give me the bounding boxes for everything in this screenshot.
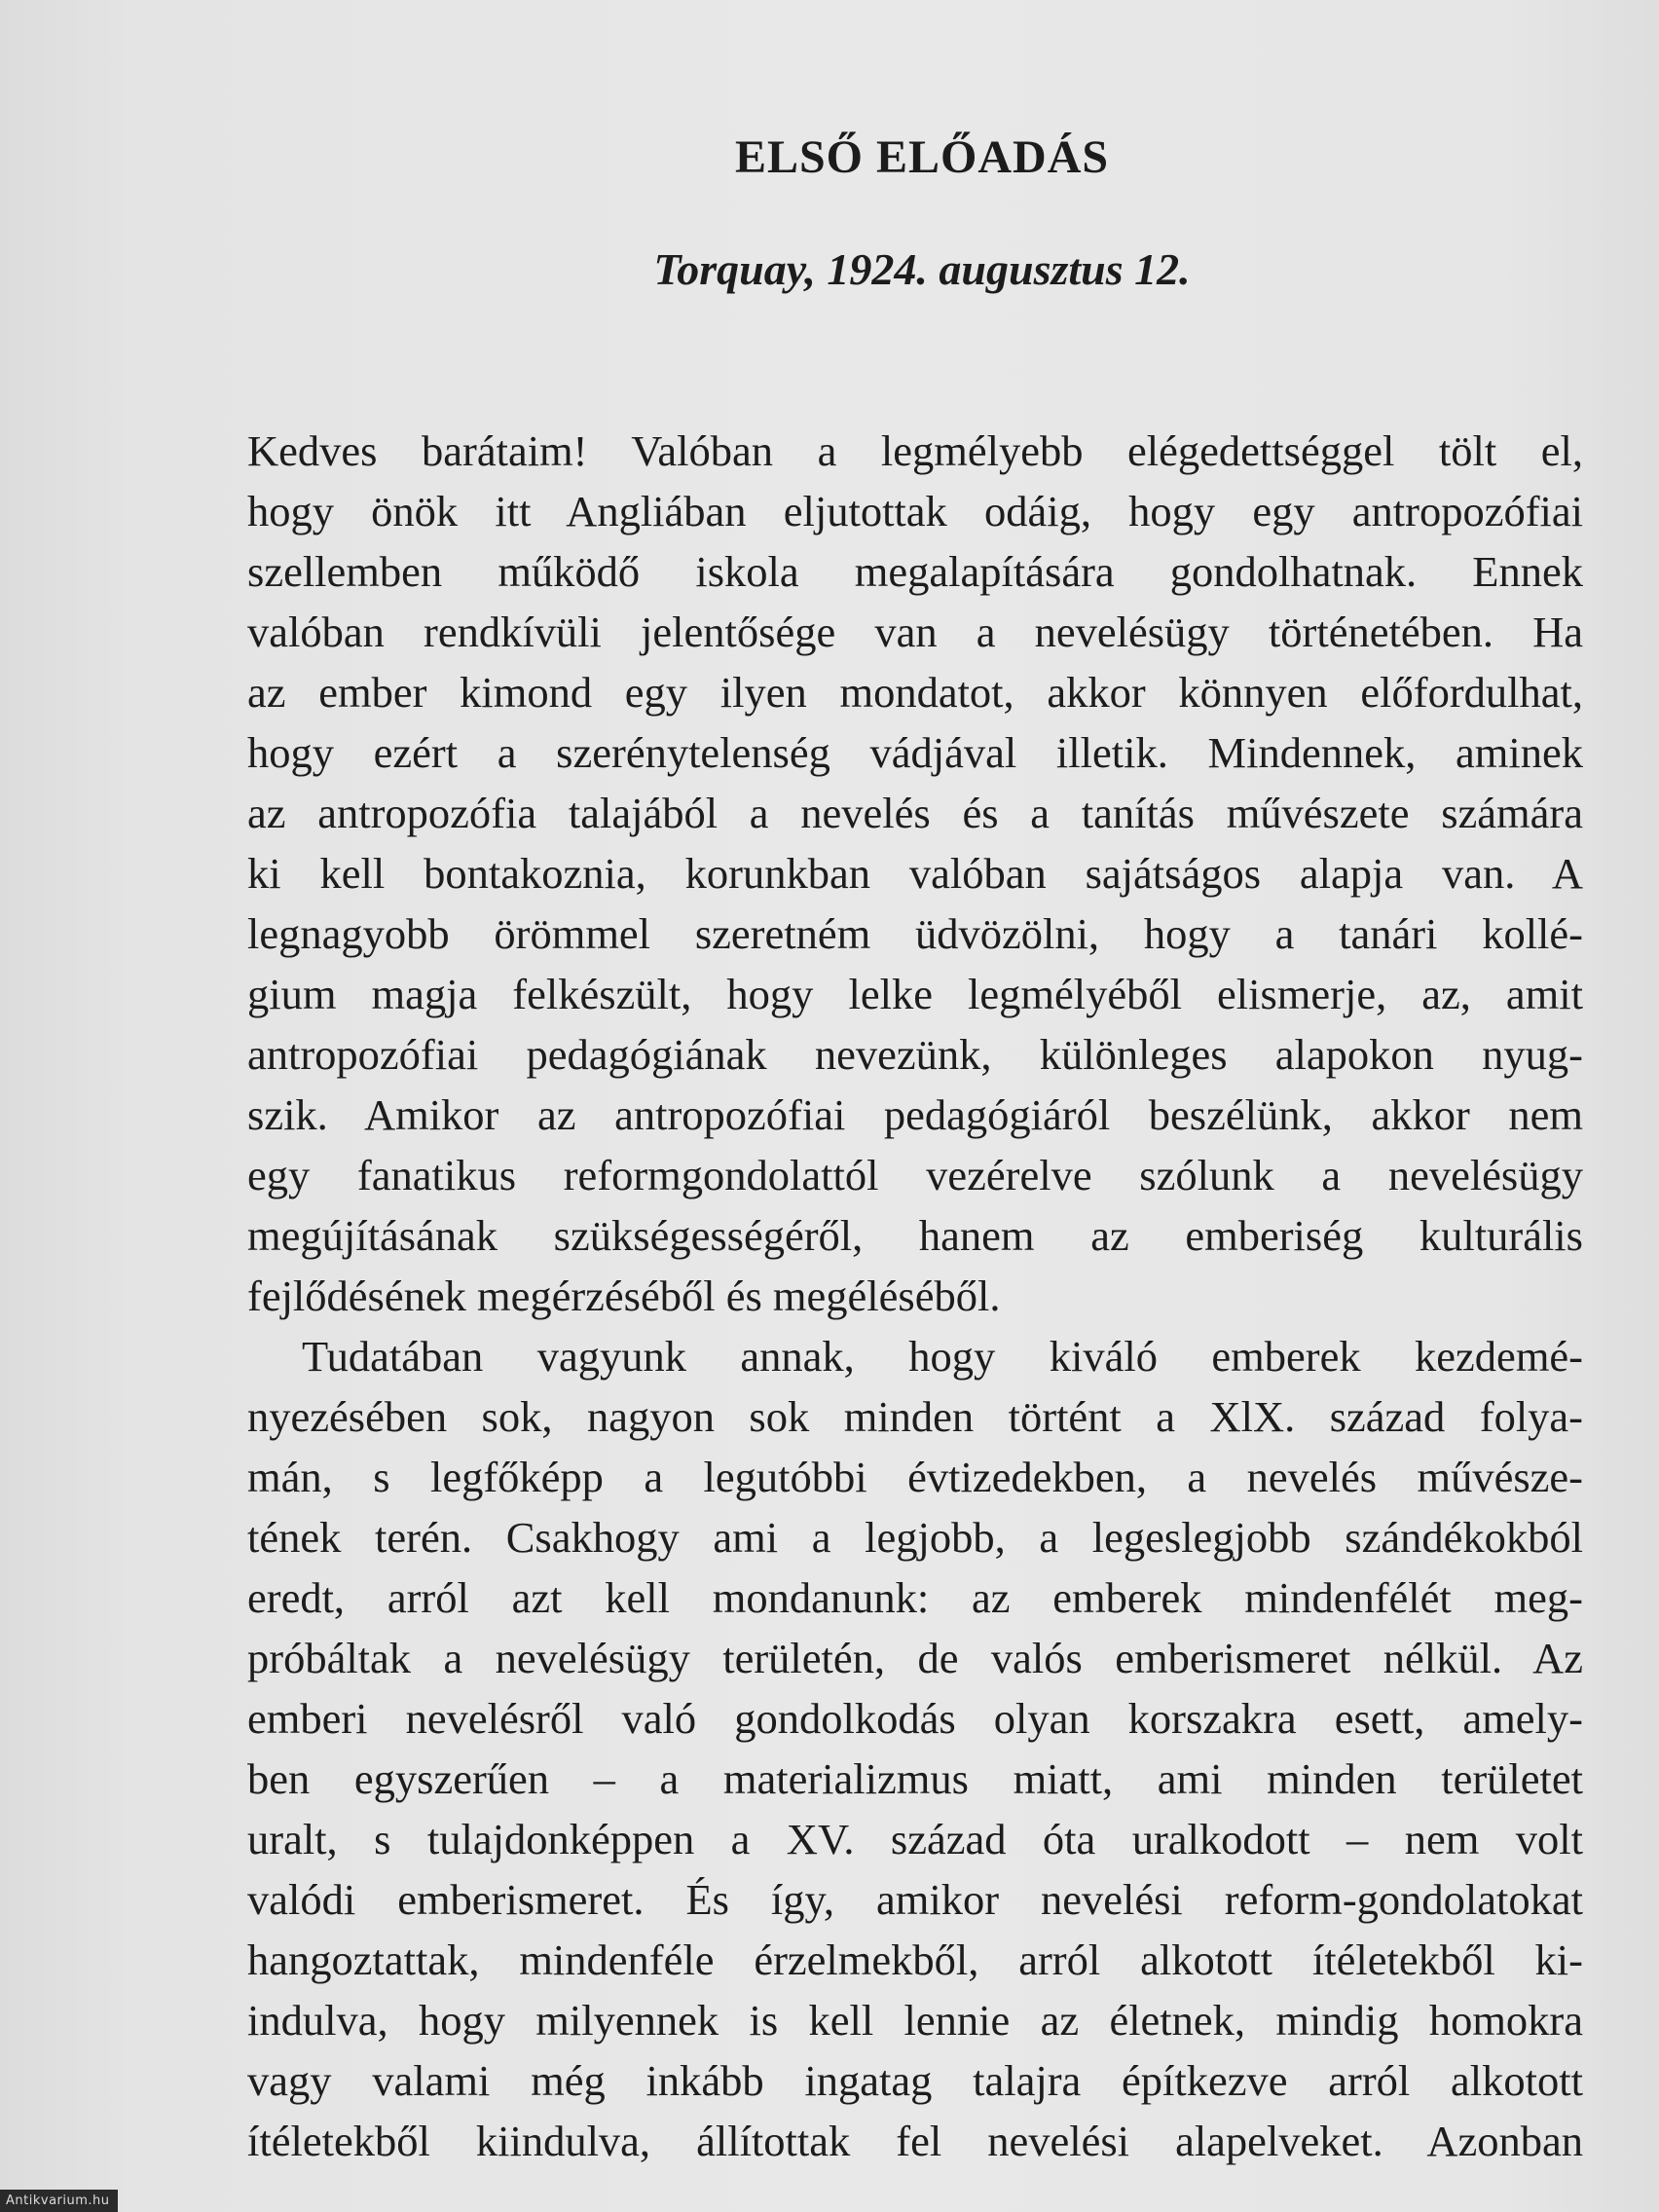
text-line: ki kell bontakoznia, korunkban valóban sajátságos alapja van. A	[247, 849, 1583, 898]
text-line: gium magja felkészült, hogy lelke legmélyéből elismerje, az, amit	[247, 970, 1583, 1018]
text-line: az ember kimond egy ilyen mondatot, akkor könnyen előfordulhat,	[247, 668, 1583, 717]
body-text	[247, 421, 1583, 2171]
text-line: emberi nevelésről való gondolkodás olyan korszakra esett, amely-	[247, 1694, 1583, 1743]
text-line: szellemben működő iskola megalapítására gondolhatnak. Ennek	[247, 547, 1583, 596]
text-line: indulva, hogy milyennek is kell lennie az életnek, mindig homokra	[247, 1996, 1583, 2045]
text-line: hangoztattak, mindenféle érzelmekből, arról alkotott ítéletekből ki-	[247, 1936, 1583, 1984]
text-line: egy fanatikus reformgondolattól vezérelve szólunk a nevelésügy	[247, 1151, 1583, 1199]
text-line: mán, s legfőképp a legutóbbi évtizedekben, a nevelés művésze-	[247, 1453, 1583, 1501]
text-line: megújításának szükségességéről, hanem az emberiség kulturális	[247, 1211, 1583, 1260]
text-line: Kedves barátaim! Valóban a legmélyebb elégedettséggel tölt el,	[247, 426, 1583, 475]
paragraph-2	[247, 1326, 1583, 2171]
paragraph-1	[247, 421, 1583, 1326]
chapter-title: ELSŐ ELŐADÁS	[734, 131, 1110, 183]
text-line: nyezésében sok, nagyon sok minden történt a XlX. század folya-	[247, 1392, 1583, 1441]
text-line: valóban rendkívüli jelentősége van a nevelésügy történetében. Ha	[247, 608, 1583, 656]
text-line: hogy ezért a szerénytelenség vádjával illetik. Mindennek, aminek	[247, 728, 1583, 777]
text-line: tének terén. Csakhogy ami a legjobb, a legeslegjobb szándékokból	[247, 1513, 1583, 1562]
chapter-subtitle: Torquay, 1924. augusztus 12.	[653, 244, 1191, 294]
text-line: vagy valami még inkább ingatag talajra építkezve arról alkotott	[247, 2056, 1583, 2105]
text-line: ben egyszerűen – a materializmus miatt, ami minden területet	[247, 1754, 1583, 1803]
text-line: legnagyobb örömmel szeretném üdvözölni, hogy a tanári kollé-	[247, 909, 1583, 958]
text-line: szik. Amikor az antropozófiai pedagógiáról beszélünk, akkor nem	[247, 1090, 1583, 1139]
text-line: antropozófiai pedagógiának nevezünk, különleges alapokon nyug-	[247, 1030, 1583, 1079]
text-line: hogy önök itt Angliában eljutottak odáig, hogy egy antropozófiai	[247, 487, 1583, 535]
text-line: próbáltak a nevelésügy területén, de valós emberismeret nélkül. Az	[247, 1634, 1583, 1682]
text-line: Tudatában vagyunk annak, hogy kiváló emberek kezdemé-	[302, 1332, 1583, 1381]
text-line: ítéletekből kiindulva, állítottak fel nevelési alapelveket. Azonban	[247, 2117, 1583, 2165]
text-line: eredt, arról azt kell mondanunk: az emberek mindenfélét meg-	[247, 1573, 1583, 1622]
text-line: valódi emberismeret. És így, amikor nevelési reform-gondolatokat	[247, 1875, 1583, 1924]
text-line: uralt, s tulajdonképpen a XV. század óta uralkodott – nem volt	[247, 1815, 1583, 1863]
text-line: az antropozófia talajából a nevelés és a tanítás művészete számára	[247, 789, 1583, 837]
watermark: Antikvarium.hu	[0, 2190, 118, 2212]
text-line: fejlődésének megérzéséből és megéléséből.	[247, 1272, 1001, 1320]
